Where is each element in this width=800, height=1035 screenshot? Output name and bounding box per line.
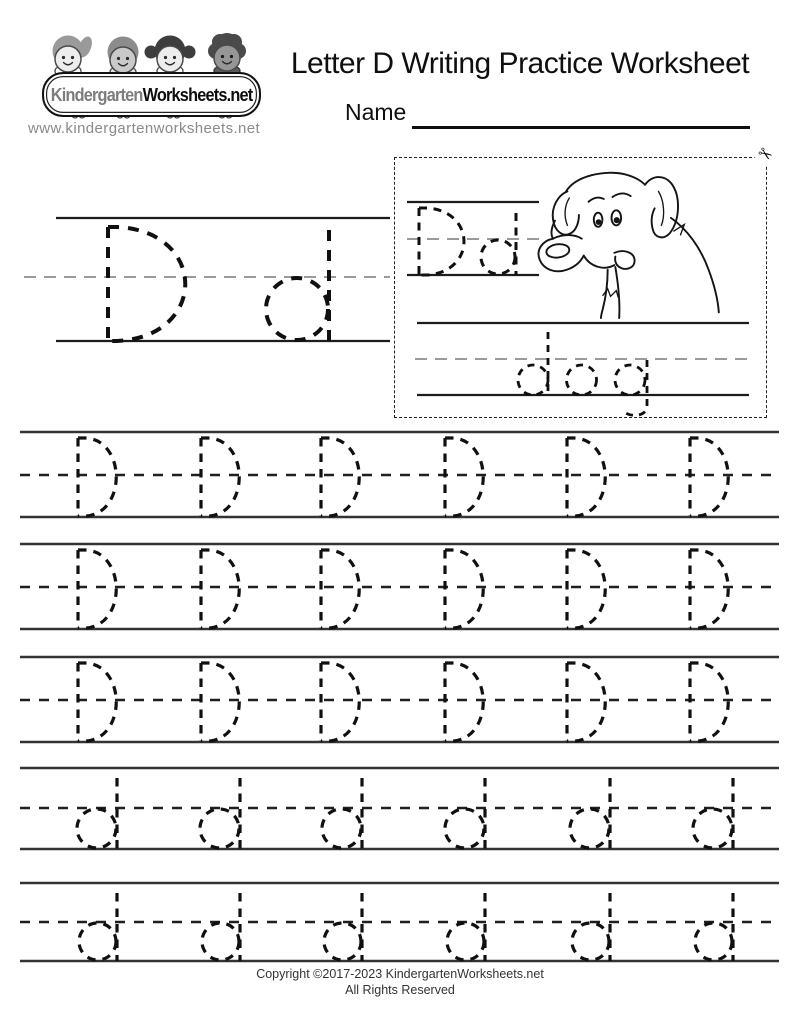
trace-letter-D	[201, 663, 239, 741]
footer	[0, 966, 800, 998]
trace-letter-D	[108, 227, 185, 341]
trace-letter-d	[200, 778, 240, 849]
logo-badge	[42, 72, 261, 117]
name-label: Name	[345, 99, 407, 125]
word-trace-guide	[395, 308, 767, 420]
brand-text	[51, 84, 253, 106]
large-trace-guide	[0, 195, 394, 365]
trace-letter-d	[324, 893, 362, 961]
website-url: www.kindergartenworksheets.net	[28, 120, 261, 137]
dog-illustration	[531, 163, 761, 319]
practice-row-lowercase-2	[0, 875, 800, 973]
trace-letter-d	[266, 230, 329, 341]
copyright-line: Copyright ©2017-2023 KindergartenWorksheets.net	[256, 967, 544, 981]
trace-letter-g	[615, 360, 647, 415]
practice-row-lowercase-1	[0, 760, 800, 861]
trace-letter-D	[445, 550, 483, 628]
trace-letter-D	[690, 663, 728, 741]
trace-letter-D	[78, 663, 116, 741]
kid-girl-gray	[53, 35, 95, 75]
name-blank-line	[412, 126, 750, 129]
scissors-icon: ✂	[753, 142, 777, 167]
trace-letter-D	[690, 438, 728, 516]
brand-text-gray: Kindergarten	[50, 83, 143, 105]
trace-letter-D	[419, 208, 464, 275]
practice-row-uppercase-3	[0, 649, 800, 754]
trace-letter-D	[567, 663, 605, 741]
trace-letter-d	[481, 213, 516, 275]
trace-letter-D	[78, 438, 116, 516]
page-title: Letter D Writing Practice Worksheet	[290, 47, 750, 81]
trace-letter-d	[518, 332, 548, 395]
trace-letter-d	[322, 778, 362, 849]
practice-row-uppercase-1	[0, 424, 800, 529]
kid-boy-curly	[208, 33, 246, 75]
example-cutout-box	[394, 142, 777, 418]
trace-letter-D	[321, 438, 359, 516]
trace-letter-D	[201, 550, 239, 628]
trace-letter-D	[445, 438, 483, 516]
trace-letter-d	[79, 893, 117, 961]
trace-letter-D	[201, 438, 239, 516]
trace-letter-d	[572, 893, 610, 961]
trace-letter-o	[567, 365, 597, 395]
trace-letter-d	[202, 893, 240, 961]
trace-letter-D	[445, 663, 483, 741]
small-trace-guide	[405, 198, 545, 283]
trace-letter-D	[321, 550, 359, 628]
kid-boy-gray	[108, 37, 139, 77]
trace-letter-D	[321, 663, 359, 741]
trace-letter-D	[567, 550, 605, 628]
trace-letter-d	[695, 893, 733, 961]
trace-letter-d	[445, 778, 485, 849]
trace-letter-d	[693, 778, 733, 849]
kid-girl-pigtails	[145, 36, 196, 76]
trace-letter-d	[570, 778, 610, 849]
brand-text-black: Worksheets.net	[142, 83, 253, 105]
trace-letter-D	[78, 550, 116, 628]
trace-letter-d	[77, 778, 117, 849]
trace-letter-d	[447, 893, 485, 961]
rights-line: All Rights Reserved	[345, 983, 455, 997]
practice-row-uppercase-2	[0, 536, 800, 641]
trace-letter-D	[567, 438, 605, 516]
trace-letter-D	[690, 550, 728, 628]
